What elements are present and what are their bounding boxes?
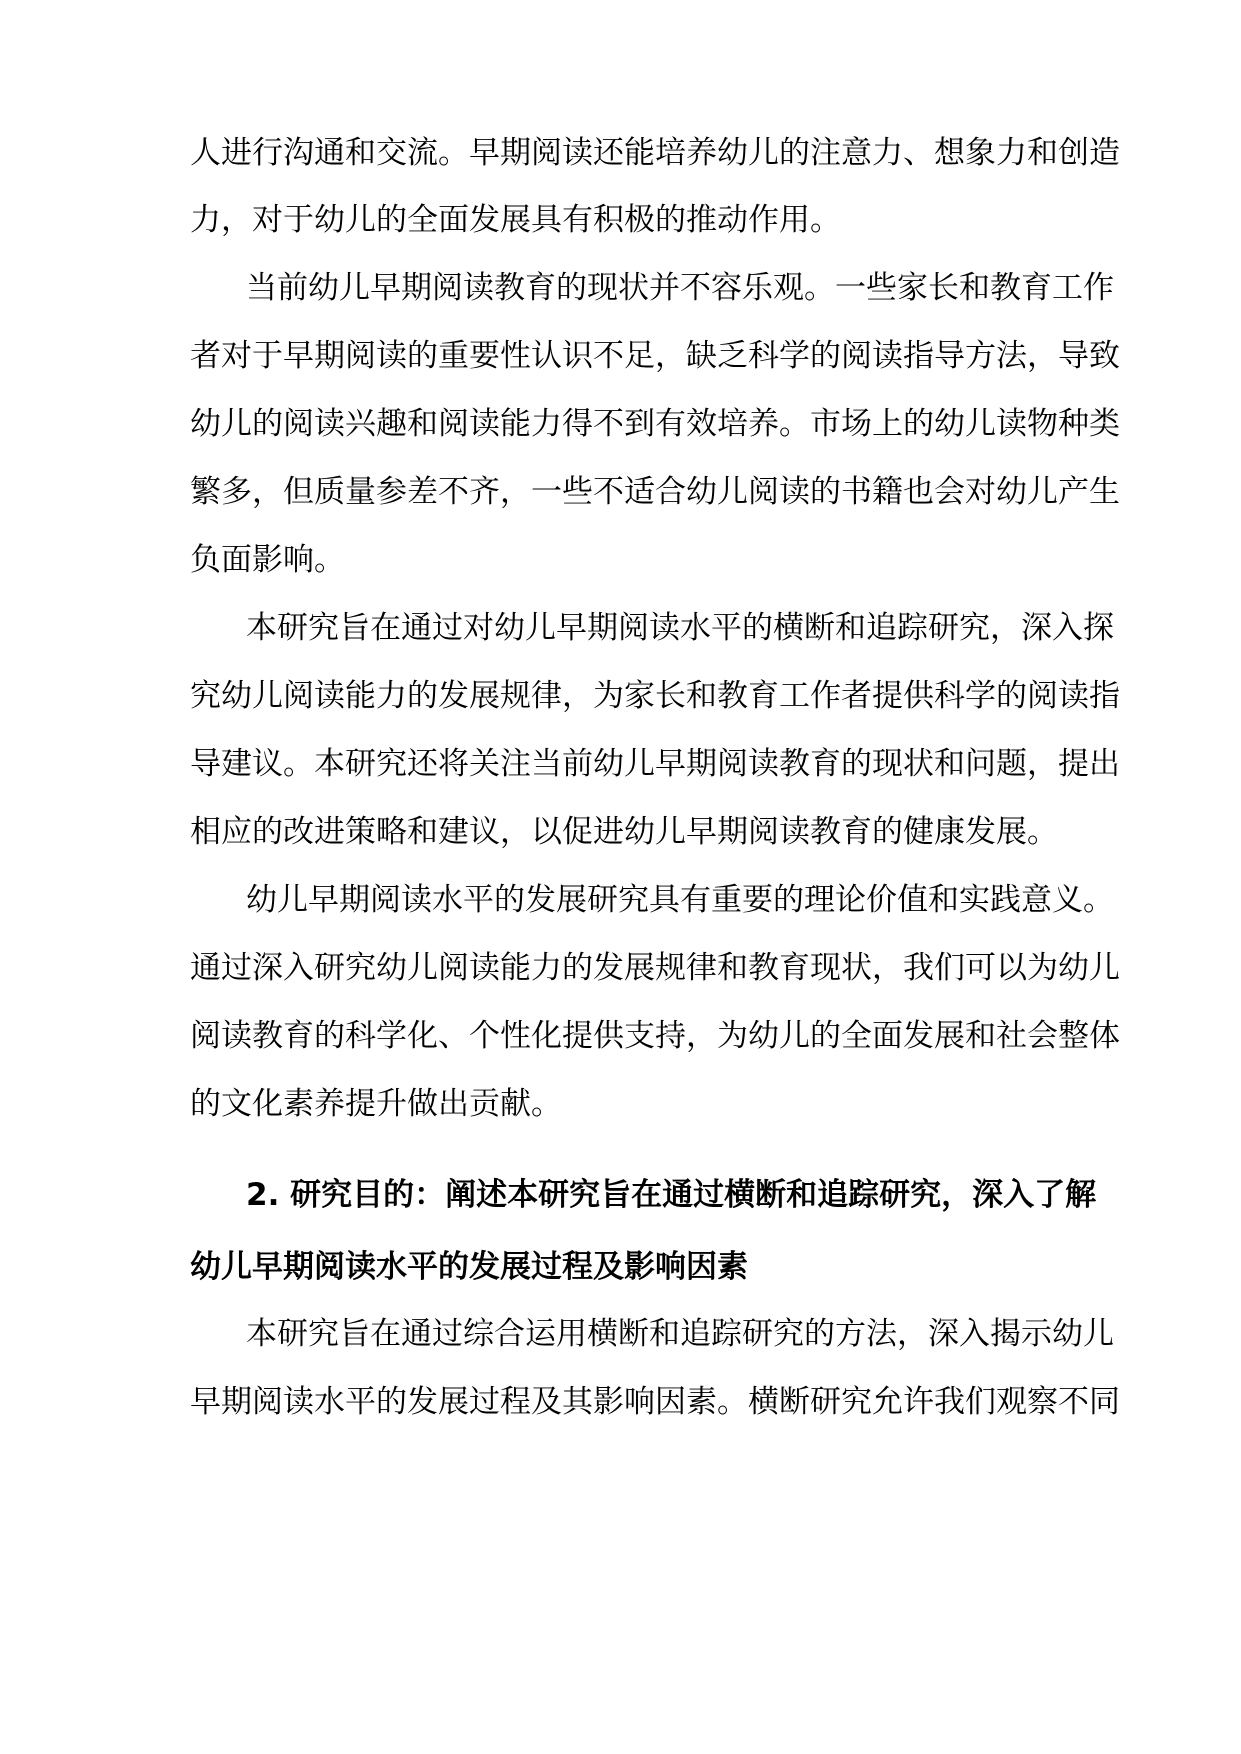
paragraph-3-line-1: 本研究旨在通过对幼儿早期阅读水平的横断和追踪研究，深入探 [246, 610, 1114, 646]
final-paragraph-line-1: 本研究旨在通过综合运用横断和追踪研究的方法，深入揭示幼儿 [246, 1316, 1114, 1352]
paragraph-3-line-4: 相应的改进策略和建议，以促进幼儿早期阅读教育的健康发展。 [190, 814, 1058, 850]
paragraph-3-line-3: 导建议。本研究还将关注当前幼儿早期阅读教育的现状和问题，提出 [190, 746, 1120, 782]
paragraph-4-line-3: 阅读教育的科学化、个性化提供支持，为幼儿的全面发展和社会整体 [190, 1018, 1120, 1054]
paragraph-3-line-2: 究幼儿阅读能力的发展规律，为家长和教育工作者提供科学的阅读指 [190, 678, 1120, 714]
paragraph-2-line-3: 幼儿的阅读兴趣和阅读能力得不到有效培养。市场上的幼儿读物种类 [190, 406, 1120, 442]
paragraph-4-line-2: 通过深入研究幼儿阅读能力的发展规律和教育现状，我们可以为幼儿 [190, 950, 1120, 986]
paragraph-1-line-2: 力，对于幼儿的全面发展具有积极的推动作用。 [190, 202, 841, 238]
paragraph-2-line-4: 繁多，但质量参差不齐，一些不适合幼儿阅读的书籍也会对幼儿产生 [190, 474, 1120, 510]
paragraph-2-line-5: 负面影响。 [190, 542, 345, 578]
paragraph-4-line-4: 的文化素养提升做出贡献。 [190, 1086, 562, 1122]
paragraph-2-line-1: 当前幼儿早期阅读教育的现状并不容乐观。一些家长和教育工作 [246, 270, 1114, 306]
final-paragraph-line-2: 早期阅读水平的发展过程及其影响因素。横断研究允许我们观察不同 [190, 1384, 1120, 1420]
paragraph-2-line-2: 者对于早期阅读的重要性认识不足，缺乏科学的阅读指导方法，导致 [190, 338, 1120, 374]
paragraph-4-line-1: 幼儿早期阅读水平的发展研究具有重要的理论价值和实践意义。 [246, 882, 1114, 918]
paragraph-1-line-1: 人进行沟通和交流。早期阅读还能培养幼儿的注意力、想象力和创造 [190, 135, 1120, 171]
section-heading-line-2: 幼儿早期阅读水平的发展过程及影响因素 [190, 1249, 748, 1285]
section-heading-line-1: 2. 研究目的：阐述本研究旨在通过横断和追踪研究，深入了解 [246, 1177, 1097, 1213]
